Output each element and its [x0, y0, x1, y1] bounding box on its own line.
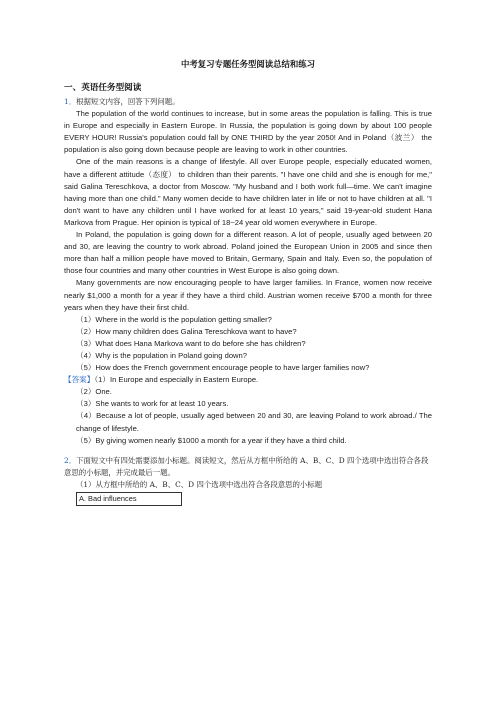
question-number: 1．: [64, 97, 77, 106]
passage-paragraph-3: In Poland, the population is going down for a different reason. A lot of people, usually aged between 20 and 30, are leaving the country to work abroad. Poland joined the European Union in 2005 and since then more than half a million people have moved to Britain, Germany, Spain and Italy. Even so, the population of those four countries and many other countries in West Europe is also going down.: [64, 230, 432, 276]
question-item-5: （5）How does the French government encourage people to have larger families now?: [76, 363, 370, 373]
question-2-sub-1: （1）从方框中所给的 A、B、C、D 四个选项中选出符合各段意思的小标题: [76, 479, 323, 489]
instruction-text: 根据短文内容，回答下列问题。: [76, 97, 180, 106]
question-1: [64, 96, 432, 506]
question-number: 2．: [64, 455, 77, 465]
passage-paragraph-1: The population of the world continues to increase, but in some areas the population is falling. This is true in Europe and especially in Eastern Europe. In Russia, the population is going down by about 100 people EVERY HOUR! Russia's population could fall by ONE THIRD by the year 2050! And in Poland（波兰） the population is also going down because people are leaving to work in other countries.: [64, 109, 432, 155]
spacer: [64, 447, 432, 455]
passage-paragraph-2: One of the main reasons is a change of lifestyle. All over Europe people, especially educated women, have a different attitude（态度） to children than their parents. "I have one child and she is enough for me," said Galina Tereschkova, a doctor from Moscow. "My husband and I both work full—time. We can't imagine having more than one child." Many women decide to have children later in life or not to have children at all. "I don't want to have any children until I have worked for at least 10 years," said 19-year-old student Hana Markova from Prague. Her opinion is typical of 18~24 year old women everywhere in Europe.: [64, 157, 432, 227]
section-heading: 一、英语任务型阅读: [64, 83, 142, 93]
answer-tag: 【答案】: [64, 375, 95, 385]
question-item-4: （4）Why is the population in Poland going down?: [76, 350, 247, 360]
answer-5: （5）By giving women nearly $1000 a month for a year if they have a third child.: [76, 435, 347, 445]
option-box: [76, 492, 182, 506]
question-item-2: （2）How many children does Galina Tereschkova want to have?: [76, 326, 297, 336]
question-item-3: （3）What does Hana Markova want to do before she has children?: [76, 338, 306, 348]
answer-1: （1）In Europe and especially in Eastern Europe.: [94, 375, 259, 385]
passage-paragraph-4: Many governments are now encouraging people to have larger families. In France, women now receive nearly $1,000 a month for a year if they have a third child. Austrian women receive $700 a month for three years when they have their first child.: [64, 278, 432, 312]
question-item-1: （1）Where in the world is the population getting smaller?: [76, 314, 272, 324]
instruction-text: 下面短文中有四处需要添加小标题。阅读短文，然后从方框中所给的 A、B、C、D 四个选项中选出符合各段意思的小标题，并完成最后一题。: [64, 455, 429, 477]
option-a: A. Bad influences: [79, 494, 137, 503]
answer-4: （4）Because a lot of people, usually aged between 20 and 30, are leaving Poland to work abroad./ The change of lifestyle.: [76, 411, 432, 433]
answer-line-1: [64, 374, 432, 386]
answer-3: （3）She wants to work for at least 10 years.: [76, 399, 229, 409]
question-2-instruction: [64, 455, 432, 479]
answer-2: （2）One.: [76, 387, 112, 397]
question-1-instruction: [64, 96, 432, 108]
document-title: 中考复习专题任务型阅读总结和练习: [181, 59, 315, 69]
